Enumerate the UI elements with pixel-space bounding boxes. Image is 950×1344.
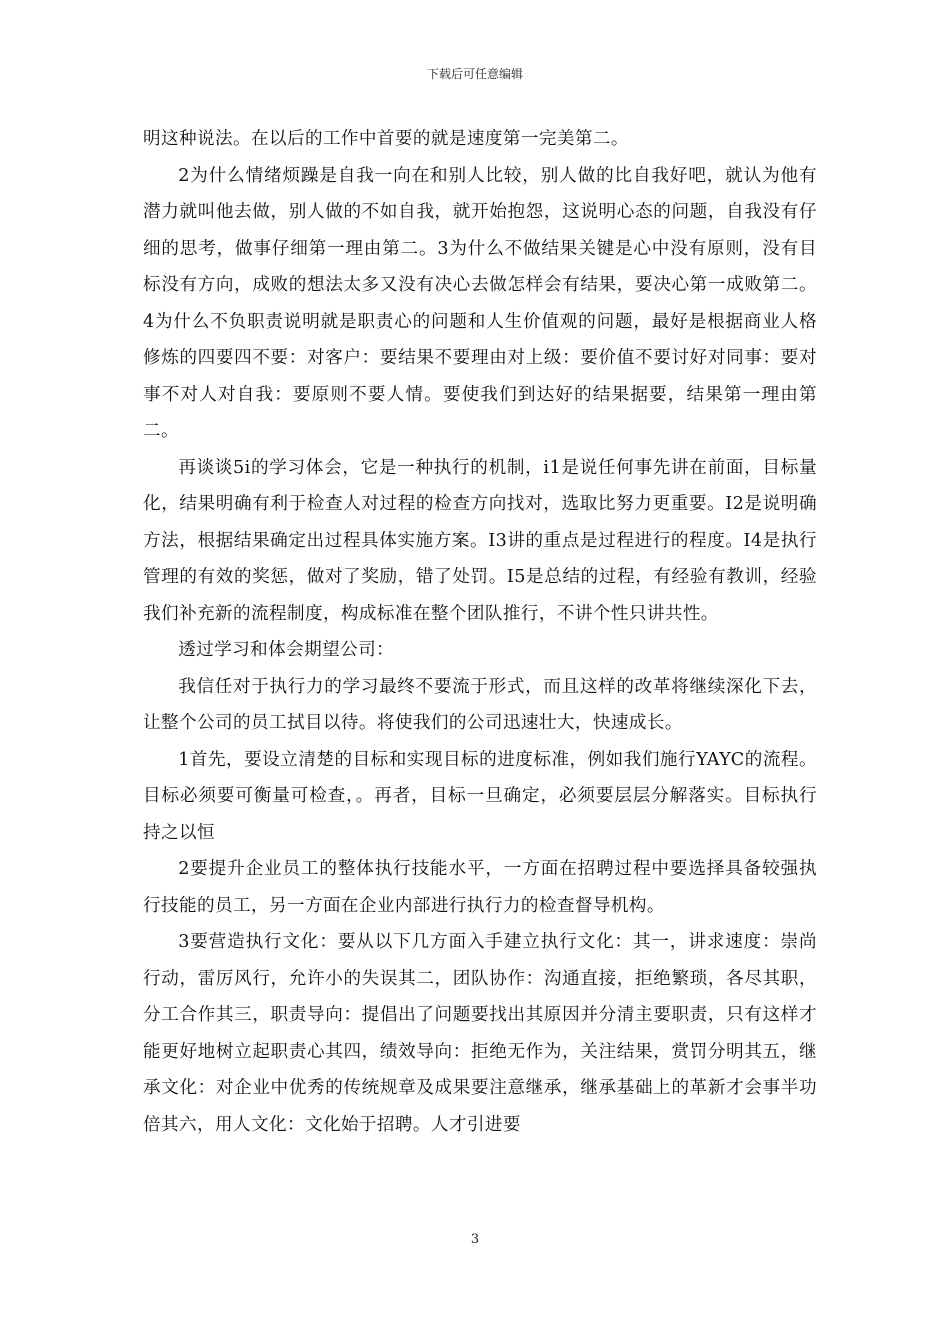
paragraph-point-1: 1首先，要设立清楚的目标和实现目标的进度标准，例如我们施行YAYC的流程。目标必须要可衡量可检查，。再者，目标一旦确定，必须要层层分解落实。目标执行持之以恒 bbox=[143, 749, 817, 843]
paragraph-point-2: 2要提升企业员工的整体执行技能水平，一方面在招聘过程中要选择具备较强执行技能的员工，另一方面在企业内部进行执行力的检查督导机构。 bbox=[143, 859, 817, 916]
paragraph-reasons: 2为什么情绪烦躁是自我一向在和别人比较，别人做的比自我好吧，就认为他有潜力就叫他去做，别人做的不如自我，就开始抱怨，这说明心态的问题，自我没有仔细的思考，做事仔细第一理由第二。3为什么不做结果关键是心中没有原则，没有目标没有方向，成败的想法太多又没有决心去做怎样会有结果，要决心第一成败第二。4为什么不负职责说明就是职责心的问题和人生价值观的问题，最好是根据商业人格修炼的四要四不要：对客户：要结果不要理由对上级：要价值不要讨好对同事：要对事不对人对自我：要原则不要人情。要使我们到达好的结果据要，结果第一理由第二。 bbox=[143, 165, 817, 441]
paragraph-belief: 我信任对于执行力的学习最终不要流于形式，而且这样的改革将继续深化下去，让整个公司的员工拭目以待。将使我们的公司迅速壮大，快速成长。 bbox=[143, 676, 817, 733]
page-header: 下载后可任意编辑 bbox=[426, 67, 523, 81]
paragraph-expectation-heading: 透过学习和体会期望公司： bbox=[178, 640, 395, 660]
document-body bbox=[143, 121, 817, 1143]
paragraph-5i-experience: 再谈谈5i的学习体会，它是一种执行的机制，i1是说任何事先讲在前面，目标量化，结果明确有利于检查人对过程的检查方向找对，选取比努力更重要。I2是说明确方法，根据结果确定出过程具体实施方案。I3讲的重点是过程进行的程度。I4是执行管理的有效的奖惩，做对了奖励，错了处罚。I5是总结的过程，有经验有教训，经验我们补充新的流程制度，构成标准在整个团队推行，不讲个性只讲共性。 bbox=[143, 457, 817, 624]
paragraph-point-3: 3要营造执行文化：要从以下几方面入手建立执行文化：其一，讲求速度：崇尚行动，雷厉风行，允许小的失误其二，团队协作：沟通直接，拒绝繁琐，各尽其职，分工合作其三，职责导向：提倡出了问题要找出其原因并分清主要职责，只有这样才能更好地树立起职责心其四，绩效导向：拒绝无作为，关注结果，赏罚分明其五，继承文化：对企业中优秀的传统规章及成果要注意继承，继承基础上的革新才会事半功倍其六，用人文化：文化始于招聘。人才引进要 bbox=[143, 932, 817, 1135]
paragraph-continuation: 明这种说法。在以后的工作中首要的就是速度第一完美第二。 bbox=[143, 129, 629, 149]
page-number: 3 bbox=[470, 1232, 480, 1247]
